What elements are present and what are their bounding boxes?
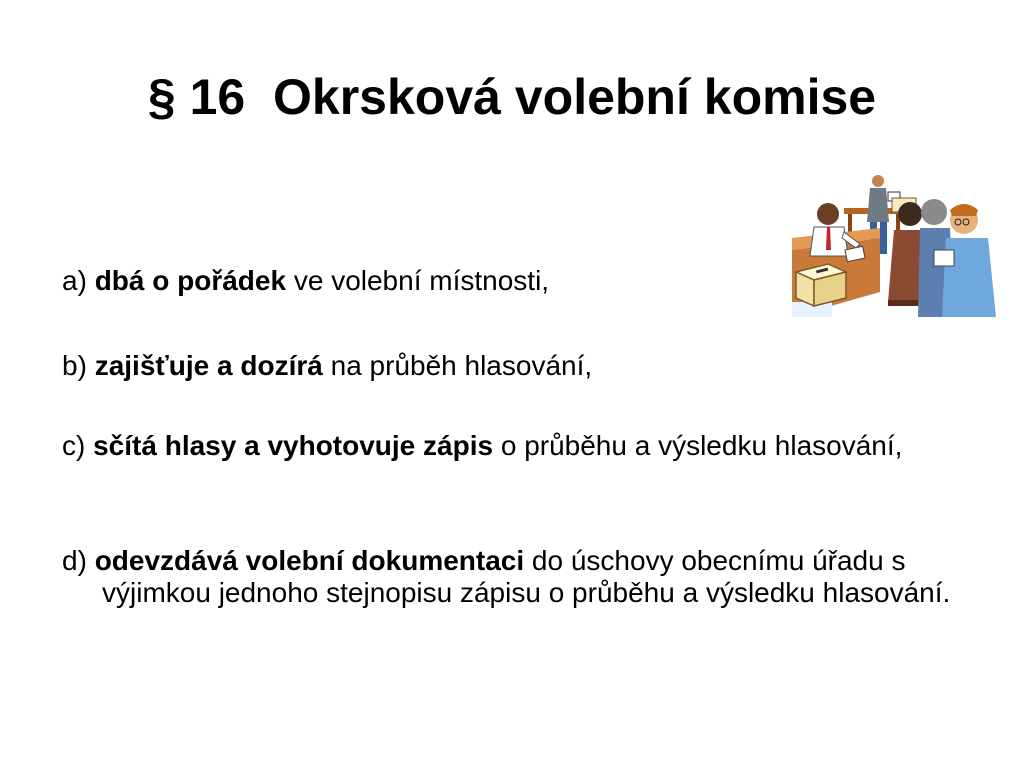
- item-marker: d): [62, 545, 87, 576]
- item-text: na průběh hlasování,: [330, 350, 593, 381]
- slide-title: § 16 Okrsková volební komise: [147, 69, 877, 125]
- item-bold-text: zajišťuje a dozírá: [94, 350, 323, 381]
- voting-clipart-icon: [792, 172, 998, 317]
- item-bold-text: dbá o pořádek: [94, 265, 287, 296]
- item-text: o průběhu a výsledku hlasování,: [500, 430, 903, 461]
- item-text: ve volební místnosti,: [293, 265, 550, 296]
- item-text: do úschovy obecnímu úřadu s výjimkou jednoho stejnopisu zápisu o průběhu a výsledku hlasování.: [102, 545, 951, 608]
- item-marker: b): [62, 350, 87, 381]
- item-bold-text: sčítá hlasy a vyhotovuje zápis: [93, 430, 494, 461]
- item-marker: a): [62, 265, 87, 296]
- item-bold-text: odevzdává volební dokumentaci: [94, 545, 525, 576]
- list-item-c: [62, 430, 1002, 462]
- item-marker: c): [62, 430, 86, 461]
- list-item-b: [62, 350, 1002, 382]
- list-item-d: [62, 545, 1002, 609]
